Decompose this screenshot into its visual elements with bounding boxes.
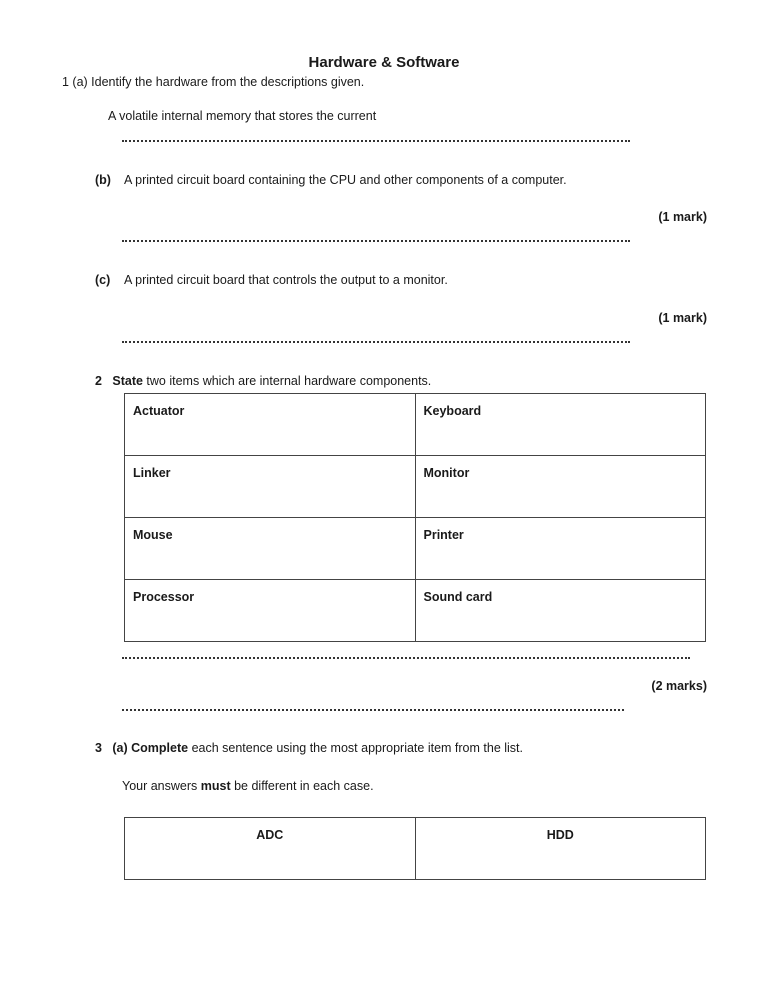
- q2-prompt: [95, 374, 431, 388]
- option-cell[interactable]: Sound card: [415, 580, 706, 642]
- table-row: [125, 394, 706, 456]
- q1c-label: (c): [95, 273, 111, 287]
- table-row: [125, 580, 706, 642]
- option-cell[interactable]: Monitor: [415, 456, 706, 518]
- q2-options-table: [124, 393, 706, 642]
- item-cell[interactable]: ADC: [125, 818, 416, 880]
- q2-prompt-text: two items which are internal hardware components.: [142, 374, 432, 388]
- table-row: [125, 518, 706, 580]
- q1b-description: A printed circuit board containing the CPU and other components of a computer.: [124, 173, 567, 187]
- table-row: [125, 456, 706, 518]
- q3-note-post: be different in each case.: [230, 779, 374, 793]
- table-row: [125, 818, 706, 880]
- q3-note: [122, 779, 374, 793]
- q3-note-pre: Your answers: [122, 779, 201, 793]
- q1c-marks: (1 mark): [658, 311, 707, 325]
- q3-note-bold: must: [200, 779, 231, 793]
- option-cell[interactable]: Keyboard: [415, 394, 706, 456]
- option-cell[interactable]: Actuator: [125, 394, 416, 456]
- q1c-answer-line[interactable]: [122, 341, 630, 343]
- q3-part: (a): [112, 741, 128, 755]
- q1-intro: 1 (a) Identify the hardware from the descriptions given.: [62, 75, 365, 89]
- q2-number: 2: [95, 374, 102, 388]
- option-cell[interactable]: Processor: [125, 580, 416, 642]
- option-cell[interactable]: Printer: [415, 518, 706, 580]
- q1b-label: (b): [95, 173, 111, 187]
- q2-verb: State: [112, 374, 143, 388]
- q1b-answer-line[interactable]: [122, 240, 630, 242]
- q3-prompt: [95, 741, 523, 755]
- q3-number: 3: [95, 741, 102, 755]
- q2-marks: (2 marks): [651, 679, 707, 693]
- option-cell[interactable]: Mouse: [125, 518, 416, 580]
- q1b-marks: (1 mark): [658, 210, 707, 224]
- q1a-description: A volatile internal memory that stores the current: [108, 109, 377, 123]
- q3-items-table: [124, 817, 706, 880]
- q1c-description: A printed circuit board that controls the output to a monitor.: [124, 273, 448, 287]
- page-title: Hardware & Software: [308, 54, 460, 71]
- q3-prompt-text: each sentence using the most appropriate item from the list.: [188, 741, 523, 755]
- q2-answer-line-1[interactable]: [122, 657, 690, 659]
- q1a-answer-line[interactable]: [122, 140, 630, 142]
- option-cell[interactable]: Linker: [125, 456, 416, 518]
- q3-verb: Complete: [131, 741, 189, 755]
- item-cell[interactable]: HDD: [415, 818, 706, 880]
- q2-answer-line-2[interactable]: [122, 709, 624, 711]
